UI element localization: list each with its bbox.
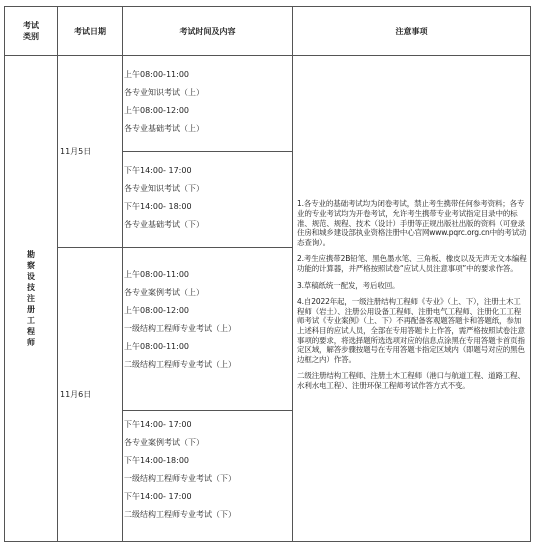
exam-schedule-table <box>4 6 531 542</box>
date-cell-nov5: 11月5日 <box>58 56 123 248</box>
slot-line: 下午14:00- 17:00 <box>124 492 192 501</box>
category-char: 册 <box>27 305 35 314</box>
slot-line: 各专业基础考试（上） <box>124 124 204 133</box>
header-category-line-1: 考试 <box>23 21 39 30</box>
header-row <box>5 7 531 56</box>
header-category <box>5 7 58 56</box>
time-slot-nov6-am <box>123 248 293 411</box>
slot-line: 各专业基础考试（下） <box>124 220 204 229</box>
time-slot-nov6-pm <box>123 411 293 542</box>
slot-line: 二级结构工程师专业考试（下） <box>124 510 236 519</box>
header-time: 考试时间及内容 <box>123 7 293 56</box>
note-paragraph: 二级注册结构工程师、注册土木工程师（港口与航道工程、道路工程、水利水电工程）、注册环保工程师考试作答方式不变。 <box>297 371 525 390</box>
category-char: 技 <box>27 283 35 292</box>
header-notes: 注意事项 <box>293 7 531 56</box>
category-char: 设 <box>27 272 35 281</box>
slot-line: 各专业案例考试（上） <box>124 288 204 297</box>
slot-line: 上午08:00-11:00 <box>124 342 189 351</box>
slot-line: 各专业知识考试（下） <box>124 184 204 193</box>
category-char: 察 <box>27 261 35 270</box>
time-slot-nov5-am <box>123 56 293 152</box>
category-char: 程 <box>27 327 35 336</box>
slot-line: 各专业知识考试（上） <box>124 88 204 97</box>
slot-line: 上午08:00-12:00 <box>124 106 189 115</box>
note-paragraph: 3.草稿纸统一配发，考后收回。 <box>297 280 400 290</box>
header-category-line-2: 类别 <box>23 32 39 41</box>
note-paragraph: 4.自2022年起，一级注册结构工程师《专业》（上、下），注册土木工程师（岩土）、注册公用设备工程师、注册电气工程师、注册化工工程师考试《专业案例》（上、下）不再配备客观题答题卡和答题纸，参加上述科目的应试人员，全部在专用答题卡上作答，需严格按照试卷注意事项的要求，将选择题所选选项对应的信息点涂黑在专用答题卡首页指定区域，解答步骤按题号在专用答题卡指定区域内（即题号对应的黑色边框之内）作答。 <box>297 297 525 364</box>
slot-line: 下午14:00- 17:00 <box>124 166 192 175</box>
category-char: 工 <box>27 316 35 325</box>
slot-line: 上午08:00-11:00 <box>124 270 189 279</box>
note-paragraph: 1.各专业的基础考试均为闭卷考试，禁止考生携带任何参考资料；各专业的专业考试均为开卷考试，允许考生携带专业考试指定目录中的标准、规范、规程、技术（设计）手册等正规出版社出版的资料（可登录住房和城乡建设部执业资格注册中心官网www.pqrc.org.cn中的考试动态查询）。 <box>297 199 527 247</box>
header-date: 考试日期 <box>58 7 123 56</box>
slot-line: 一级结构工程师专业考试（上） <box>124 324 236 333</box>
slot-line: 上午08:00-12:00 <box>124 306 189 315</box>
time-slot-nov5-pm <box>123 152 293 248</box>
slot-line: 下午14:00- 17:00 <box>124 420 192 429</box>
notes-cell <box>293 56 531 542</box>
slot-line: 一级结构工程师专业考试（下） <box>124 474 236 483</box>
category-char: 师 <box>27 338 35 347</box>
category-char: 注 <box>27 294 35 303</box>
slot-line: 下午14:00-18:00 <box>124 456 189 465</box>
date-cell-nov6: 11月6日 <box>58 248 123 542</box>
category-cell <box>5 56 58 542</box>
slot-line: 上午08:00-11:00 <box>124 70 189 79</box>
slot-line: 下午14:00- 18:00 <box>124 202 192 211</box>
note-paragraph: 2.考生应携带2B铅笔、黑色墨水笔、三角板、橡皮以及无声无文本编程功能的计算器，并严格按照试卷“应试人员注意事项”中的要求作答。 <box>297 254 527 274</box>
slot-line: 二级结构工程师专业考试（上） <box>124 360 236 369</box>
slot-line: 各专业案例考试（下） <box>124 438 204 447</box>
table-row <box>5 56 531 152</box>
category-char: 勘 <box>27 250 35 259</box>
